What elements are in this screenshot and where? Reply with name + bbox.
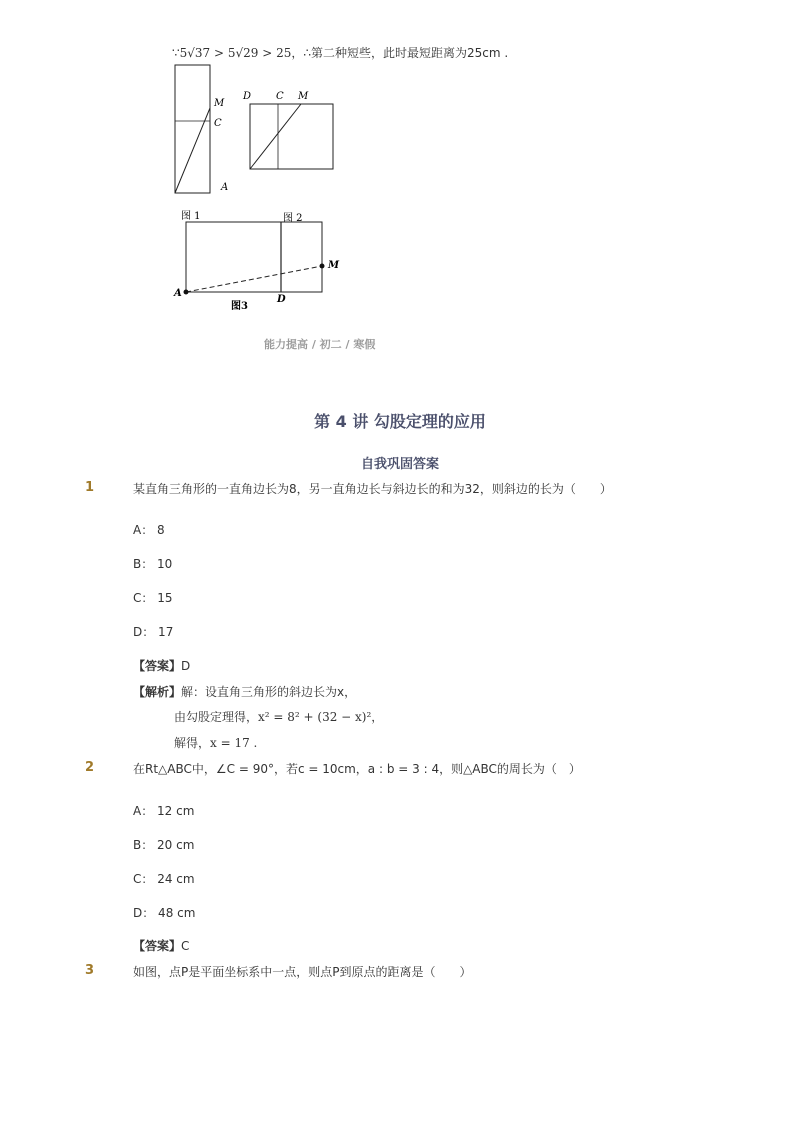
answer-value: D (181, 659, 191, 673)
fig3-label-D: D (277, 294, 286, 305)
fig3-label-M: M (328, 260, 340, 271)
fig3-dashed-path (186, 266, 322, 292)
option-a: A： 8 (133, 523, 165, 537)
fig2-path-line (250, 104, 301, 169)
option-b: B： 10 (133, 557, 173, 571)
analysis-step-2: 由勾股定理得，x² = 8² + (32 − x)²， (174, 710, 384, 724)
option-a: A： 12 cm (133, 804, 195, 818)
unfolding-figures (0, 0, 800, 330)
fig1-label-A: A (221, 182, 229, 193)
fig1-rectangle (175, 65, 210, 193)
fig3-label-A: A (174, 288, 182, 299)
answer-value: C (181, 939, 190, 953)
fig2-label-D: D (243, 91, 252, 102)
question-stem: 在Rt△ABC中，∠C = 90°，若c = 10cm，a : b = 3 : 4，则△ABC的周长为（ ） (133, 762, 581, 776)
lecture-title: 第 4 讲 勾股定理的应用 (314, 412, 486, 431)
option-d: D： 17 (133, 625, 174, 639)
question-number: 3 (85, 963, 95, 978)
section-title: 自我巩固答案 (360, 457, 439, 472)
analysis-tag: 【解析】 (133, 685, 182, 699)
option-d: D： 48 cm (133, 906, 196, 920)
fig1-label-C: C (214, 118, 222, 129)
option-c: C： 15 (133, 591, 173, 605)
fig3-rectangle (186, 222, 322, 292)
analysis-step-3: 解得，x = 17 . (174, 736, 258, 750)
analysis-line (133, 683, 356, 700)
option-b: B： 20 cm (133, 838, 195, 852)
fig3-point-A (184, 290, 189, 295)
fig2-rectangle (250, 104, 333, 169)
option-c: C： 24 cm (133, 872, 195, 886)
answer-line (133, 937, 189, 954)
fig2-label-M: M (298, 91, 309, 102)
page-footer: 能力提高 / 初二 / 寒假 (264, 338, 376, 351)
question-number: 1 (85, 480, 95, 495)
question-stem: 如图，点P是平面坐标系中一点，则点P到原点的距离是（ ） (133, 965, 472, 979)
fig3-point-M (320, 264, 325, 269)
fig2-label-C: C (276, 91, 284, 102)
fig1-label-M: M (214, 98, 225, 109)
question-stem: 某直角三角形的一直角边长为8，另一直角边长与斜边长的和为32，则斜边的长为（ ） (133, 482, 612, 496)
question-number: 2 (85, 760, 95, 775)
answer-tag: 【答案】 (133, 939, 182, 953)
fig2-caption: 图 2 (283, 213, 303, 224)
analysis-step-1: 解：设直角三角形的斜边长为x， (181, 685, 357, 699)
answer-line (133, 657, 190, 674)
fig1-caption: 图 1 (181, 211, 201, 222)
answer-tag: 【答案】 (133, 659, 182, 673)
fig3-caption: 图3 (231, 301, 248, 312)
inequality-expression: ∵5√37 > 5√29 > 25，∴ (172, 46, 312, 60)
conclusion-text: 第二种短些，此时最短距离为25cm . (311, 46, 509, 60)
